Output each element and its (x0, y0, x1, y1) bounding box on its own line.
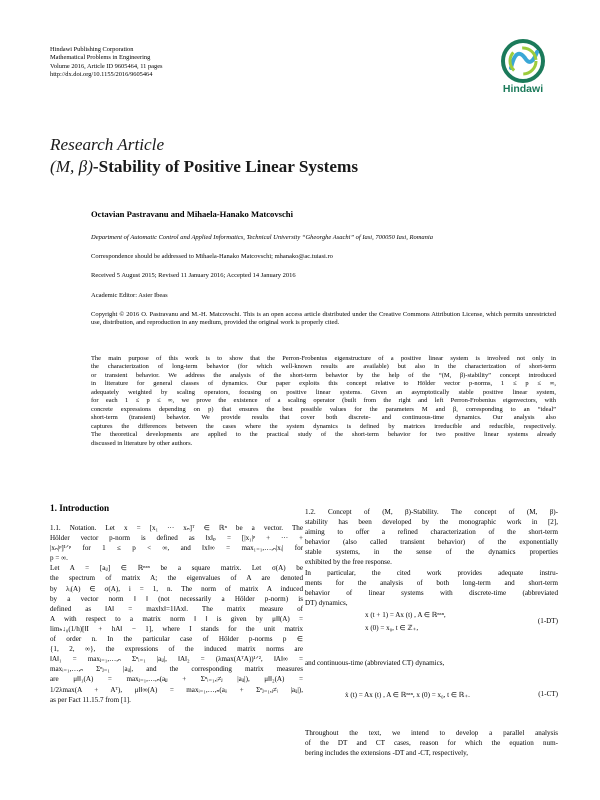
column-right-text (305, 507, 558, 608)
text-line: bering includes the extensions -DT and -CT, respectively, (305, 749, 468, 758)
abstract (91, 355, 556, 448)
academic-editor: Academic Editor: Asier Ibeas (91, 292, 168, 299)
text-line: stability has been developed by the monographic work in [2], (305, 518, 558, 527)
text-line: of the DT and CT cases, reason for which the equation num- (305, 739, 558, 748)
title-math: (M, β) (50, 157, 93, 176)
text-line: defined as ‖A‖ = max‖x‖=1‖Ax‖. The matrix measure of (50, 604, 303, 613)
publisher: Hindawi Publishing Corporation (50, 46, 134, 53)
text-line: as per Fact 11.15.7 from [1]. (50, 695, 131, 704)
text-line: Let A = [aᵢⱼ] ∈ ℝⁿˣⁿ be a square matrix. Let σ(A) be (50, 564, 303, 573)
text-line: |xₙ|ᵖ]¹ᐟᵖ for 1 ≤ p < ∞, and ‖x‖∞ = max₁₌₁,…,ₙ|xᵢ| for (50, 544, 303, 553)
text-line: limₕ↓₀(1/h)[‖I + hA‖ − 1], where I stands for the unit matrix (50, 624, 303, 633)
column-right-mid: and continuous-time (abbreviated CT) dynamics, (305, 659, 445, 667)
text-line: for each 1 ≤ p ≤ ∞, we prove the existence of a scaling operator (built from the right and left Perron-Frobenius eigenvectors, with (91, 397, 556, 405)
text-line: behavior of linear systems with discrete-time (abbreviated (305, 588, 558, 597)
text-line: p = ∞. (50, 554, 68, 563)
article-type: Research Article (50, 135, 165, 154)
received-dates: Received 5 August 2015; Revised 11 January 2016; Accepted 14 January 2016 (91, 272, 296, 279)
text-line: the spectrum of matrix A; the eigenvalues of A are denoted (50, 574, 303, 583)
text-line: captures the differences between the cases where the system dynamics is defined by matrices irreducible and reducible, respectively. (91, 422, 556, 430)
correspondence: Correspondence should be addressed to Mihaela-Hanako Matcovschi; mhanako@ac.tuiasi.ro (91, 253, 333, 260)
text-line: ments for the analysis of both long-term and short-term (305, 578, 558, 587)
logo-wordmark: Hindawi (502, 83, 544, 95)
text-line: exhibited by the free response. (305, 558, 392, 567)
text-line: Hölder vector p-norm is defined as ‖x‖ₚ = [|x₁|ᵖ + ··· + (50, 534, 303, 543)
authors: Octavian Pastravanu and Mihaela-Hanako Matcovschi (91, 209, 293, 219)
hindawi-logo-icon (501, 38, 545, 84)
text-line: ‖A‖₁ = maxⱼ₌₁,…,ₙ Σⁿᵢ₌₁ |aᵢⱼ|, ‖A‖₂ = (λmax(AᵀA))¹ᐟ², ‖A‖∞ = (50, 655, 303, 664)
volume-line: Volume 2016, Article ID 9605464, 11 pages (50, 62, 163, 70)
text-line: adequately weighted by scaling operators, focusing on positive linear systems. Given an asymptotically stable positive linear system, (91, 388, 556, 396)
equation-dt-line2: x (0) = x₀, t ∈ ℤ₊, (365, 624, 419, 632)
text-line: or transient behavior. We address the analysis of the short-term behavior by the help of the “(M, β)-stability” concept introduced (91, 371, 556, 379)
hindawi-logo (493, 38, 553, 104)
text-line: aiming to offer a refined characterization of the short-term (305, 528, 558, 537)
text-line: in literature for general classes of dynamics. Our paper exploits this concept relative to Hölder vector p-norms, 1 ≤ p ≤ ∞, (91, 380, 556, 388)
text-line: A with respect to a matrix norm ‖ ‖ is given by μ‖‖(A) = (50, 614, 303, 623)
text-line: stable systems, in the sense of the dynamics properties (305, 548, 558, 557)
text-line: are μ‖‖₁(A) = maxⱼ₌₁,…,ₙ(aⱼⱼ + Σⁿᵢ₌₁,ᵢ≠ⱼ |aᵢⱼ|), μ‖‖₂(A) = (50, 675, 303, 684)
text-line: 1.1. Notation. Let x = [x₁ ··· xₙ]ᵀ ∈ ℝⁿ be a vector. The (50, 524, 303, 532)
copyright: Copyright © 2016 O. Pastravanu and M.-H. Matcovschi. This is an open access article distributed under the Creative Commons Attribution License, which permits unrestricted use, distribution, and reproduction in any medium, provided the original work is properly cited. (91, 311, 556, 327)
affiliation: Department of Automatic Control and Applied Informatics, Technical University “Gheorghe Asachi” of Iasi, 700050 Iasi, Romania (91, 234, 433, 241)
equation-dt-line1: x (t + 1) = Ax (t) , A ∈ ℝⁿˣⁿ, (365, 611, 446, 619)
text-line: DT) dynamics, (305, 598, 348, 607)
text-line: 1/2λmax(A + Aᵀ), μ‖‖∞(A) = maxᵢ₌₁,…,ₙ(aᵢᵢ + Σⁿⱼ₌₁,ⱼ≠ᵢ |aᵢⱼ|), (50, 685, 303, 694)
section-title: 1. Introduction (50, 503, 110, 513)
text-line: by a vector norm ‖ ‖ (not necessarily a Hölder p-norm) is (50, 594, 303, 603)
column-left-text (50, 523, 303, 705)
text-line: Throughout the text, we intend to develop a parallel analysis (305, 729, 558, 737)
paper-title (50, 157, 358, 177)
text-line: short-term (transient) behavior. We provide results that cover both discrete- and continuous-time dynamics. Our analysis also (91, 414, 556, 422)
text-line: The main purpose of this work is to show that the Perron-Frobenius eigenstructure of a positive linear system is involved not only in (91, 355, 556, 362)
text-line: In particular, the cited work provides adequate instru- (305, 568, 558, 577)
text-line: by λᵢ(A) ∈ σ(A), i = 1, n. The norm of matrix A induced (50, 584, 303, 593)
text-line: 1.2. Concept of (M, β)-Stability. The concept of (M, β)- (305, 508, 558, 516)
column-right-end (305, 728, 558, 758)
equation-ct (305, 690, 558, 702)
text-line: discussed in literature by other authors. (91, 439, 193, 447)
text-line: The theoretical developments are applied to the practical study of the short-term behavior for two positive linear systems already (91, 431, 556, 439)
equation-dt (305, 610, 558, 634)
equation-ct-number: (1-CT) (538, 690, 558, 698)
journal-header (50, 46, 163, 79)
doi-link[interactable]: http://dx.doi.org/10.1155/2016/9605464 (50, 70, 153, 78)
equation-ct-body: ẋ (t) = Ax (t) , A ∈ ℝⁿˣⁿ, x (0) = x₀, t ∈ ℝ₊. (345, 691, 470, 699)
journal-name: Mathematical Problems in Engineering (50, 54, 151, 62)
text-line: the characterization of long-term behavior (for which well-known results are available) but also in the characterization of short-term (91, 363, 556, 371)
text-line: behavior (also called transient behavior) of the exponentially (305, 538, 558, 547)
text-line: maxᵢ₌₁,…,ₙ Σⁿⱼ₌₁ |aᵢⱼ|, and the corresponding matrix measures (50, 665, 303, 674)
text-line: of order n. In the particular case of Hölder p-norms p ∈ (50, 635, 303, 644)
text-line: concrete expressions depending on p) that ensures the best possible values for the parameters M and β, corresponding to an “ideal” (91, 405, 556, 413)
equation-dt-number: (1-DT) (537, 617, 558, 625)
title-text: -Stability of Positive Linear Systems (92, 157, 359, 176)
text-line: {1, 2, ∞}, the expressions of the induced matrix norms are (50, 645, 303, 654)
